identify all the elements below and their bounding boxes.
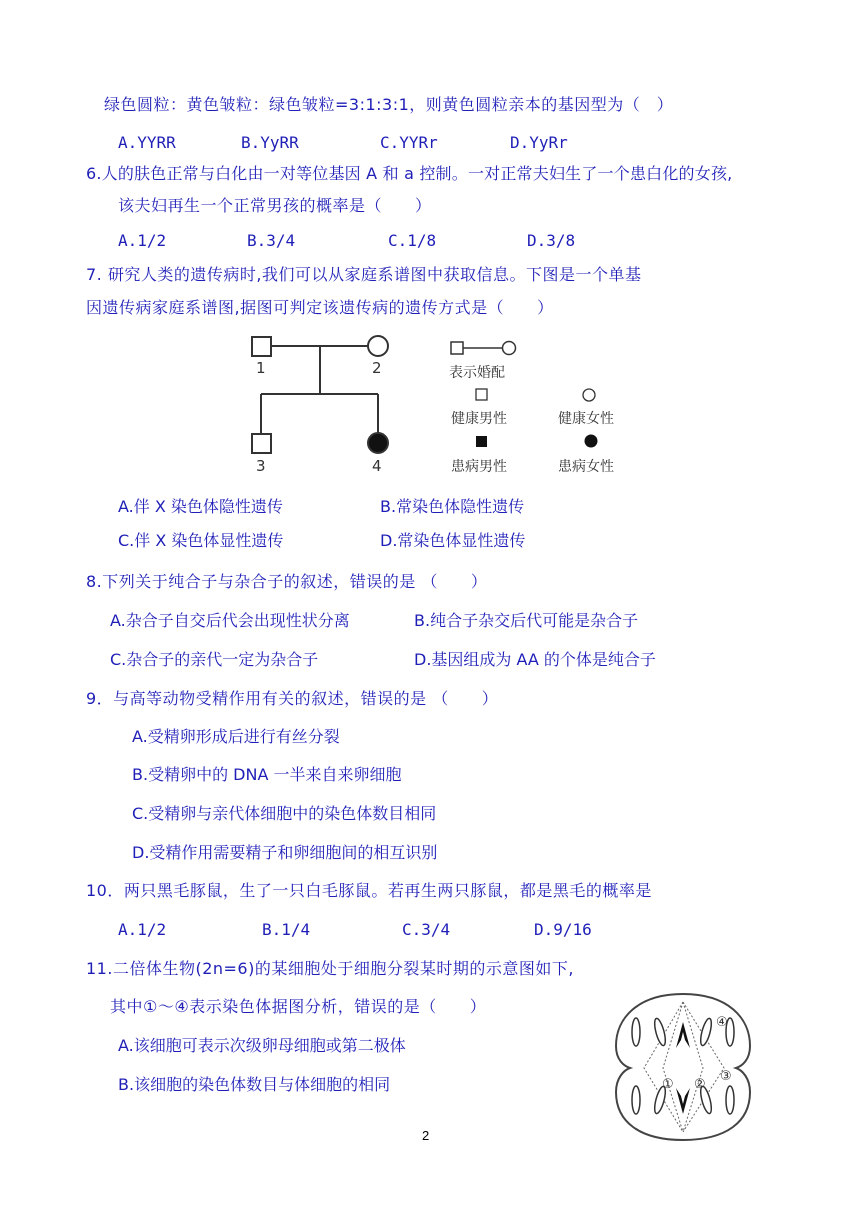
cell-label-4: ④ bbox=[716, 1015, 728, 1030]
q8-option-b: B.纯合子杂交后代可能是杂合子 bbox=[414, 611, 639, 630]
legend-healthy-male-label: 健康男性 bbox=[451, 411, 507, 427]
cell-label-2: ② bbox=[694, 1077, 706, 1092]
legend-healthy-male-icon bbox=[476, 389, 487, 400]
q6-option-c: C.1/8 bbox=[388, 231, 437, 250]
q10-stem: 10．两只黑毛豚鼠，生了一只白毛豚鼠。若再生两只豚鼠，都是黑毛的概率是 bbox=[86, 881, 652, 900]
cell-label-1: ① bbox=[662, 1077, 674, 1092]
q9-option-c: C.受精卵与亲代体细胞中的染色体数目相同 bbox=[132, 804, 437, 823]
q8-option-c: C.杂合子的亲代一定为杂合子 bbox=[110, 650, 319, 669]
pedigree-label-1: 1 bbox=[256, 359, 266, 377]
q9-stem: 9．与高等动物受精作用有关的叙述，错误的是 （ ） bbox=[86, 689, 499, 708]
q11-option-a: A.该细胞可表示次级卵母细胞或第二极体 bbox=[118, 1036, 406, 1055]
q5-option-b: B.YyRR bbox=[241, 133, 299, 152]
q9-option-d: D.受精作用需要精子和卵细胞间的相互识别 bbox=[132, 843, 438, 862]
pedigree-figure bbox=[240, 330, 640, 480]
member-2-healthy-female bbox=[368, 336, 388, 356]
q5-option-a: A.YYRR bbox=[118, 133, 176, 152]
q10-option-b: B.1/4 bbox=[262, 920, 311, 939]
q11-stem-line1: 11.二倍体生物(2n=6)的某细胞处于细胞分裂某时期的示意图如下, bbox=[86, 959, 574, 978]
pedigree-label-2: 2 bbox=[372, 359, 382, 377]
q7-option-a: A.伴 X 染色体隐性遗传 bbox=[118, 497, 283, 516]
q6-option-d: D.3/8 bbox=[527, 231, 576, 250]
pedigree-label-3: 3 bbox=[256, 457, 266, 475]
q6-stem-line1: 6.人的肤色正常与白化由一对等位基因 A 和 a 控制。一对正常夫妇生了一个患白化的女孩, bbox=[86, 164, 733, 183]
legend-affected-female-label: 患病女性 bbox=[558, 459, 614, 475]
q8-option-a: A.杂合子自交后代会出现性状分离 bbox=[110, 611, 350, 630]
q10-option-d: D.9/16 bbox=[534, 920, 592, 939]
legend-affected-male-icon bbox=[476, 436, 487, 447]
member-4-affected-female bbox=[368, 433, 388, 453]
legend-healthy-female-label: 健康女性 bbox=[558, 411, 614, 427]
q11-option-b: B.该细胞的染色体数目与体细胞的相同 bbox=[118, 1075, 391, 1094]
q9-option-a: A.受精卵形成后进行有丝分裂 bbox=[132, 727, 340, 746]
legend-affected-male-label: 患病男性 bbox=[451, 459, 507, 475]
q5-option-c: C.YYRr bbox=[380, 133, 438, 152]
q7-option-b: B.常染色体隐性遗传 bbox=[380, 497, 525, 516]
q5-stem: 绿色圆粒：黄色皱粒：绿色皱粒=3:1:3:1，则黄色圆粒亲本的基因型为（ ） bbox=[104, 95, 674, 114]
legend-affected-female-icon bbox=[585, 435, 598, 448]
q6-option-b: B.3/4 bbox=[247, 231, 296, 250]
q11-stem-line2: 其中①～④表示染色体据图分析，错误的是（ ） bbox=[110, 997, 487, 1016]
q7-option-c: C.伴 X 染色体显性遗传 bbox=[118, 531, 284, 550]
q8-stem: 8.下列关于纯合子与杂合子的叙述，错误的是 （ ） bbox=[86, 572, 488, 591]
q10-option-a: A.1/2 bbox=[118, 920, 167, 939]
q7-stem-line1: 7. 研究人类的遗传病时,我们可以从家庭系谱图中获取信息。下图是一个单基 bbox=[86, 265, 642, 284]
q10-option-c: C.3/4 bbox=[402, 920, 451, 939]
page-number: 2 bbox=[422, 1128, 430, 1143]
q6-option-a: A.1/2 bbox=[118, 231, 167, 250]
cell-division-figure bbox=[608, 988, 758, 1148]
q9-option-b: B.受精卵中的 DNA 一半来自来卵细胞 bbox=[132, 765, 402, 784]
member-1-healthy-male bbox=[252, 337, 271, 356]
pedigree-label-4: 4 bbox=[372, 457, 382, 475]
cell-label-3: ③ bbox=[720, 1069, 732, 1084]
q7-option-d: D.常染色体显性遗传 bbox=[380, 531, 526, 550]
legend-marriage-label: 表示婚配 bbox=[449, 365, 505, 381]
member-3-healthy-male bbox=[252, 434, 271, 453]
q5-option-d: D.YyRr bbox=[510, 133, 568, 152]
legend-healthy-female-icon bbox=[583, 389, 595, 401]
q7-stem-line2: 因遗传病家庭系谱图,据图可判定该遗传病的遗传方式是（ ） bbox=[86, 298, 554, 317]
q6-stem-line2: 该夫妇再生一个正常男孩的概率是（ ） bbox=[118, 196, 432, 215]
q8-option-d: D.基因组成为 AA 的个体是纯合子 bbox=[414, 650, 656, 669]
